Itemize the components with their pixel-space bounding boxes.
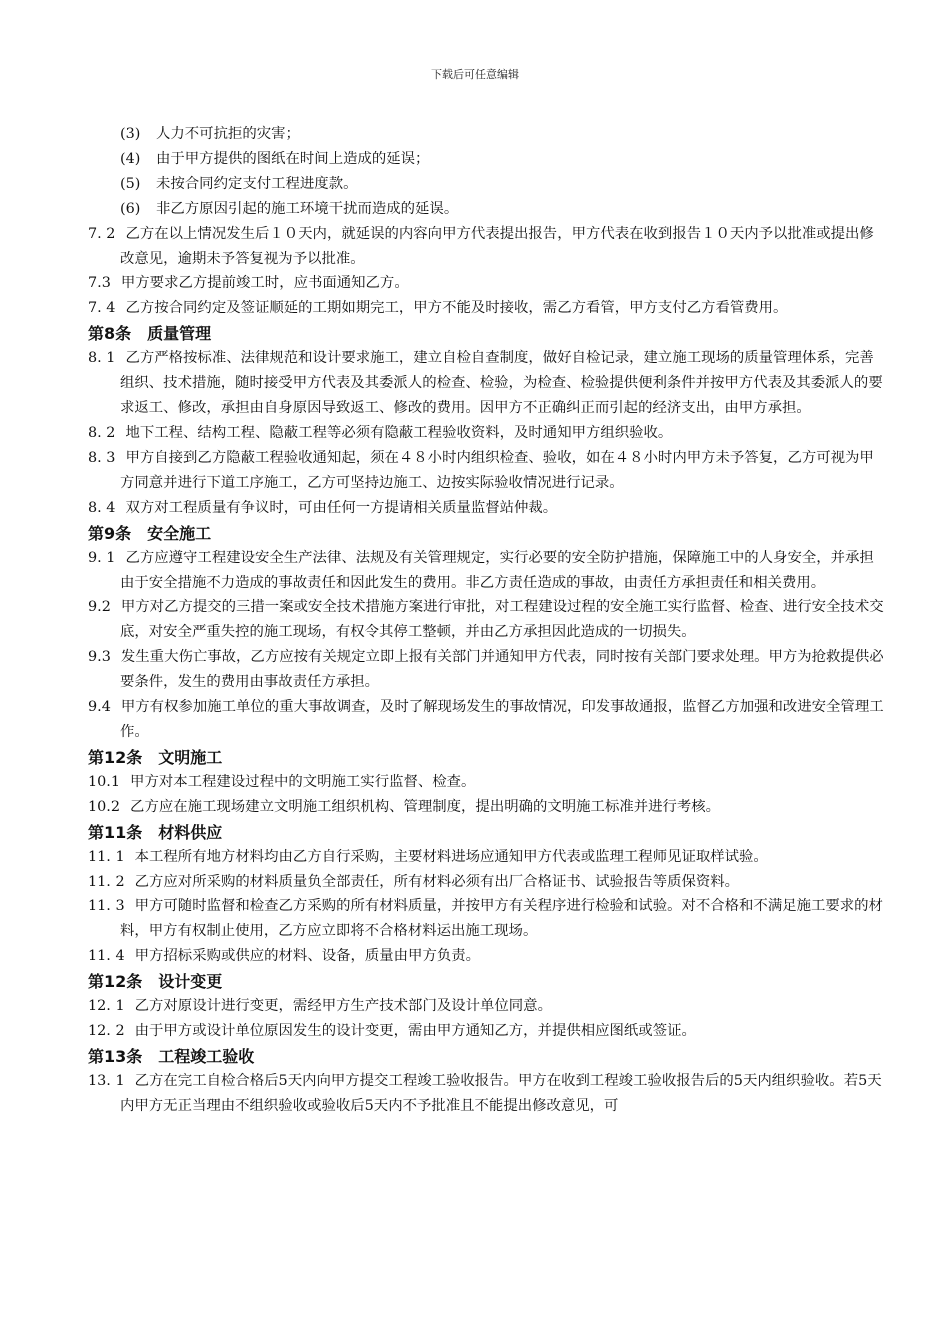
- section-heading: [88, 820, 888, 845]
- sub-item-text: 人力不可抗拒的灾害；: [156, 126, 300, 142]
- clause-number: 11. 2: [88, 873, 125, 890]
- section-heading: [88, 521, 888, 546]
- sub-item-number: (6): [120, 200, 141, 217]
- clause-paragraph: [88, 845, 888, 870]
- clause-number: 11. 4: [88, 948, 125, 965]
- section-title: 文明施工: [158, 747, 223, 767]
- clause-paragraph: [88, 1069, 888, 1119]
- clause-paragraph: [88, 421, 888, 446]
- sub-item-number: (4): [120, 150, 141, 167]
- clause-paragraph: [88, 1019, 888, 1044]
- clause-number: 13. 1: [88, 1073, 125, 1089]
- clause-text: 双方对工程质量有争议时，可由任何一方提请相关质量监督站仲裁。: [125, 499, 558, 516]
- clause-text: 甲方对乙方提交的三措一案或安全技术措施方案进行审批，对工程建设过程的安全施工实行监督、检查、进行安全技术交底，对安全严重失控的施工现场，有权令其停工整顿，并由乙方承担因此造成的一切损失。: [120, 599, 884, 641]
- clause-text: 乙方严格按标准、法律规范和设计要求施工，建立自检自查制度，做好自检记录，建立施工现场的质量管理体系，完善组织、技术措施，随时接受甲方代表及其委派人的检查、检验，为检查、检验提供便利条件并按甲方代表及其委派人的要求返工、修改，承担由自身原因导致返工、修改的费用。因甲方不正确纠正而引起的经济支出，由甲方承担。: [120, 350, 883, 417]
- clause-number: 9.2: [88, 599, 111, 616]
- sub-item: [88, 172, 888, 197]
- clause-text: 发生重大伤亡事故，乙方应按有关规定立即上报有关部门并通知甲方代表，同时按有关部门要求处理。甲方为抢救提供必要条件，发生的费用由事故责任方承担。: [120, 649, 884, 691]
- page-header: 下载后可任意编辑: [431, 68, 519, 81]
- clause-paragraph: [88, 546, 888, 596]
- clause-text: 乙方应遵守工程建设安全生产法律、法规及有关管理规定，实行必要的安全防护措施，保障施工中的人身安全，并承担由于安全措施不力造成的事故责任和因此发生的费用。非乙方责任造成的事故，由责任方承担责任和相关费用。: [120, 549, 874, 591]
- section-number: 第9条: [88, 523, 132, 543]
- clause-text: 甲方有权参加施工单位的重大事故调查，及时了解现场发生的事故情况，印发事故通报，监督乙方加强和改进安全管理工作。: [120, 699, 884, 740]
- sub-item-number: (5): [120, 175, 141, 192]
- clause-number: 7.3: [88, 275, 111, 292]
- sub-item-text: 非乙方原因引起的施工环境干扰而造成的延误。: [156, 200, 459, 217]
- section-title: 工程竣工验收: [158, 1047, 255, 1066]
- clause-number: 10.2: [88, 798, 121, 815]
- clause-number: 8. 1: [88, 350, 116, 367]
- clause-paragraph: [88, 770, 888, 795]
- clause-number: 12. 1: [88, 998, 125, 1015]
- clause-paragraph: [88, 446, 888, 496]
- section-number: 第11条: [88, 822, 143, 842]
- clause-list: [88, 222, 888, 1119]
- clause-paragraph: [88, 271, 888, 296]
- clause-text: 乙方按合同约定及签证顺延的工期如期完工，甲方不能及时接收，需乙方看管，甲方支付乙方看管费用。: [125, 300, 788, 317]
- section-heading: [88, 745, 888, 770]
- section-title: 材料供应: [158, 822, 223, 842]
- section-number: 第12条: [88, 747, 143, 767]
- sub-item-text: 未按合同约定支付工程进度款。: [156, 175, 358, 192]
- clause-number: 11. 1: [88, 848, 125, 865]
- clause-text: 甲方要求乙方提前竣工时，应书面通知乙方。: [120, 275, 409, 292]
- clause-paragraph: [88, 894, 888, 944]
- sub-item: [88, 122, 888, 147]
- section-heading: [88, 969, 888, 994]
- clause-paragraph: [88, 795, 888, 820]
- clause-text: 乙方在完工自检合格后5天内向甲方提交工程竣工验收报告。甲方在收到工程竣工验收报告后的5天内组织验收。若5天内甲方无正当理由不组织验收或验收后5天内不予批准且不能提出修改意见，可: [120, 1073, 882, 1114]
- clause-paragraph: [88, 645, 888, 695]
- clause-text: 甲方可随时监督和检查乙方采购的所有材料质量，并按甲方有关程序进行检验和试验。对不合格和不满足施工要求的材料，甲方有权制止使用，乙方应立即将不合格材料运出施工现场。: [120, 898, 883, 940]
- clause-paragraph: [88, 496, 888, 521]
- clause-text: 地下工程、结构工程、隐蔽工程等必须有隐蔽工程验收资料，及时通知甲方组织验收。: [125, 424, 673, 441]
- clause-paragraph: [88, 222, 888, 272]
- sub-item-text: 由于甲方提供的图纸在时间上造成的延误；: [156, 150, 430, 167]
- clause-paragraph: [88, 870, 888, 895]
- clause-text: 乙方对原设计进行变更，需经甲方生产技术部门及设计单位同意。: [134, 998, 552, 1015]
- section-heading: [88, 321, 888, 346]
- section-title: 安全施工: [147, 523, 212, 543]
- clause-number: 9.4: [88, 699, 111, 716]
- clause-paragraph: [88, 695, 888, 745]
- clause-paragraph: [88, 595, 888, 645]
- sub-item-list: [88, 122, 888, 222]
- section-title: 质量管理: [147, 324, 212, 344]
- clause-number: 12. 2: [88, 1023, 125, 1040]
- document-body: [88, 122, 888, 1119]
- clause-text: 乙方在以上情况发生后１０天内，就延误的内容向甲方代表提出报告，甲方代表在收到报告１０天内予以批准或提出修改意见，逾期未予答复视为予以批准。: [120, 225, 874, 267]
- sub-item-number: (3): [120, 126, 141, 142]
- clause-number: 7. 4: [88, 300, 116, 317]
- clause-paragraph: [88, 994, 888, 1019]
- clause-text: 本工程所有地方材料均由乙方自行采购，主要材料进场应通知甲方代表或监理工程师见证取样试验。: [134, 848, 768, 865]
- section-title: 设计变更: [158, 972, 223, 992]
- clause-number: 8. 4: [88, 499, 116, 516]
- clause-text: 甲方招标采购或供应的材料、设备，质量由甲方负责。: [134, 948, 481, 965]
- clause-text: 甲方自接到乙方隐蔽工程验收通知起，须在４８小时内组织检查、验收，如在４８小时内甲方未予答复，乙方可视为甲方同意并进行下道工序施工，乙方可坚持边施工、边按实际验收情况进行记录。: [120, 449, 874, 491]
- clause-paragraph: [88, 346, 888, 421]
- clause-number: 11. 3: [88, 898, 125, 915]
- section-number: 第12条: [88, 972, 143, 992]
- clause-number: 9. 1: [88, 549, 116, 566]
- clause-paragraph: [88, 944, 888, 969]
- section-heading: [88, 1044, 888, 1069]
- clause-number: 8. 3: [88, 449, 116, 466]
- clause-number: 9.3: [88, 649, 111, 666]
- clause-text: 由于甲方或设计单位原因发生的设计变更，需由甲方通知乙方，并提供相应图纸或签证。: [134, 1023, 696, 1040]
- section-number: 第13条: [88, 1047, 143, 1066]
- clause-number: 10.1: [88, 773, 121, 790]
- sub-item: [88, 197, 888, 222]
- clause-number: 8. 2: [88, 424, 116, 441]
- clause-text: 乙方应对所采购的材料质量负全部责任，所有材料必须有出厂合格证书、试验报告等质保资料。: [134, 873, 740, 890]
- clause-number: 7. 2: [88, 225, 116, 242]
- clause-text: 乙方应在施工现场建立文明施工组织机构、管理制度，提出明确的文明施工标准并进行考核。: [130, 798, 721, 815]
- clause-text: 甲方对本工程建设过程中的文明施工实行监督、检查。: [130, 773, 476, 790]
- sub-item: [88, 147, 888, 172]
- clause-paragraph: [88, 296, 888, 321]
- section-number: 第8条: [88, 324, 132, 344]
